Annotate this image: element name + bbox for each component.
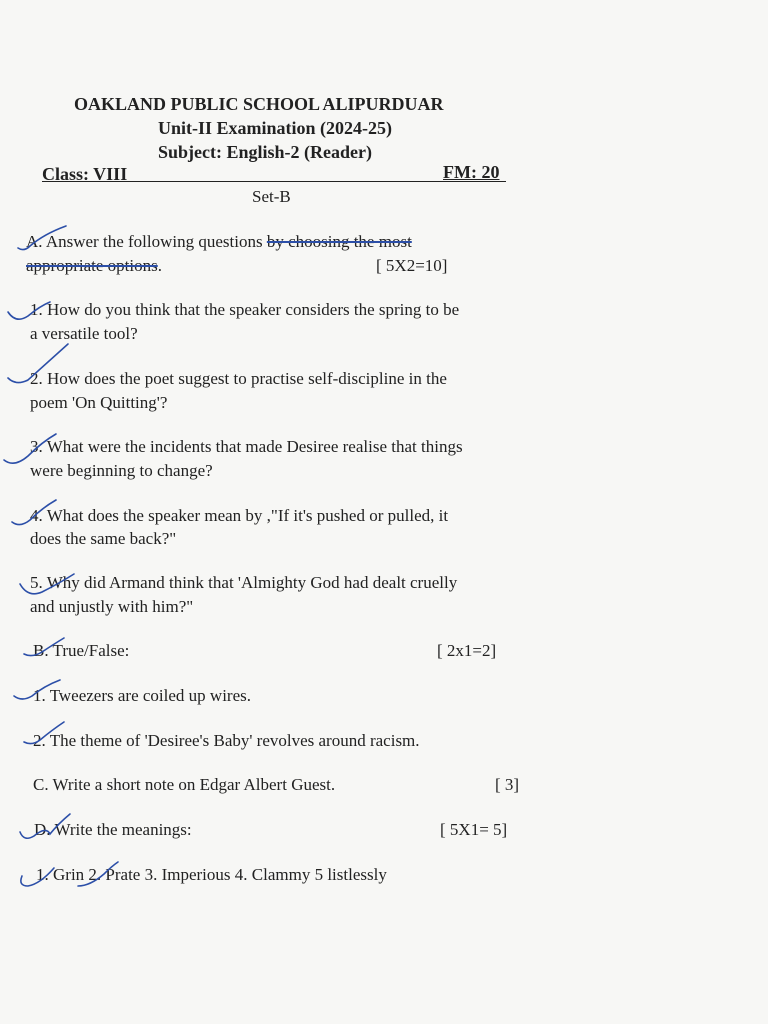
exam-title: Unit-II Examination (2024-25) bbox=[158, 118, 393, 138]
section-d-title: D. Write the meanings: bbox=[34, 820, 192, 839]
section-c-marks: [ 3] bbox=[495, 775, 520, 794]
subject-line: Subject: English-2 (Reader) bbox=[158, 142, 372, 162]
question-5: 5. Why did Armand think that 'Almighty God had dealt cruelly bbox=[30, 573, 458, 592]
question-1-cont: a versatile tool? bbox=[30, 324, 138, 343]
set-label: Set-B bbox=[252, 187, 291, 206]
header-rule bbox=[42, 181, 506, 182]
section-b-marks: [ 2x1=2] bbox=[437, 641, 497, 660]
question-5-cont: and unjustly with him?" bbox=[30, 597, 194, 616]
full-marks: FM: 20 bbox=[443, 162, 500, 182]
instruction-end: . bbox=[157, 256, 162, 275]
instruction-struck-2: appropriate options bbox=[26, 256, 158, 275]
question-2-cont: poem 'On Quitting'? bbox=[30, 393, 168, 412]
section-c-title: C. Write a short note on Edgar Albert Guest. bbox=[33, 775, 336, 794]
true-false-1: 1. Tweezers are coiled up wires. bbox=[33, 686, 251, 705]
section-a-marks: [ 5X2=10] bbox=[376, 256, 448, 275]
instruction-struck: by choosing the most bbox=[266, 232, 412, 251]
question-2: 2. How does the poet suggest to practise self-discipline in the bbox=[30, 369, 447, 388]
section-b-title: B. True/False: bbox=[33, 641, 130, 660]
class-label: Class: VIII bbox=[42, 164, 128, 184]
section-d-marks: [ 5X1= 5] bbox=[440, 820, 508, 839]
question-1: 1. How do you think that the speaker considers the spring to be bbox=[30, 300, 460, 319]
section-a-instruction bbox=[26, 231, 412, 253]
vocabulary-words: 1. Grin 2. Prate 3. Imperious 4. Clammy 5 listlessly bbox=[36, 865, 387, 884]
question-3-cont: were beginning to change? bbox=[30, 461, 213, 480]
question-4: 4. What does the speaker mean by ,"If it's pushed or pulled, it bbox=[30, 506, 449, 525]
question-4-cont: does the same back?" bbox=[30, 529, 177, 548]
question-3: 3. What were the incidents that made Desiree realise that things bbox=[30, 437, 463, 456]
school-name: OAKLAND PUBLIC SCHOOL ALIPURDUAR bbox=[74, 94, 444, 114]
instruction-text: A. Answer the following questions bbox=[26, 232, 267, 251]
section-a-instruction-cont bbox=[26, 255, 162, 277]
true-false-2: 2. The theme of 'Desiree's Baby' revolves around racism. bbox=[33, 731, 420, 750]
